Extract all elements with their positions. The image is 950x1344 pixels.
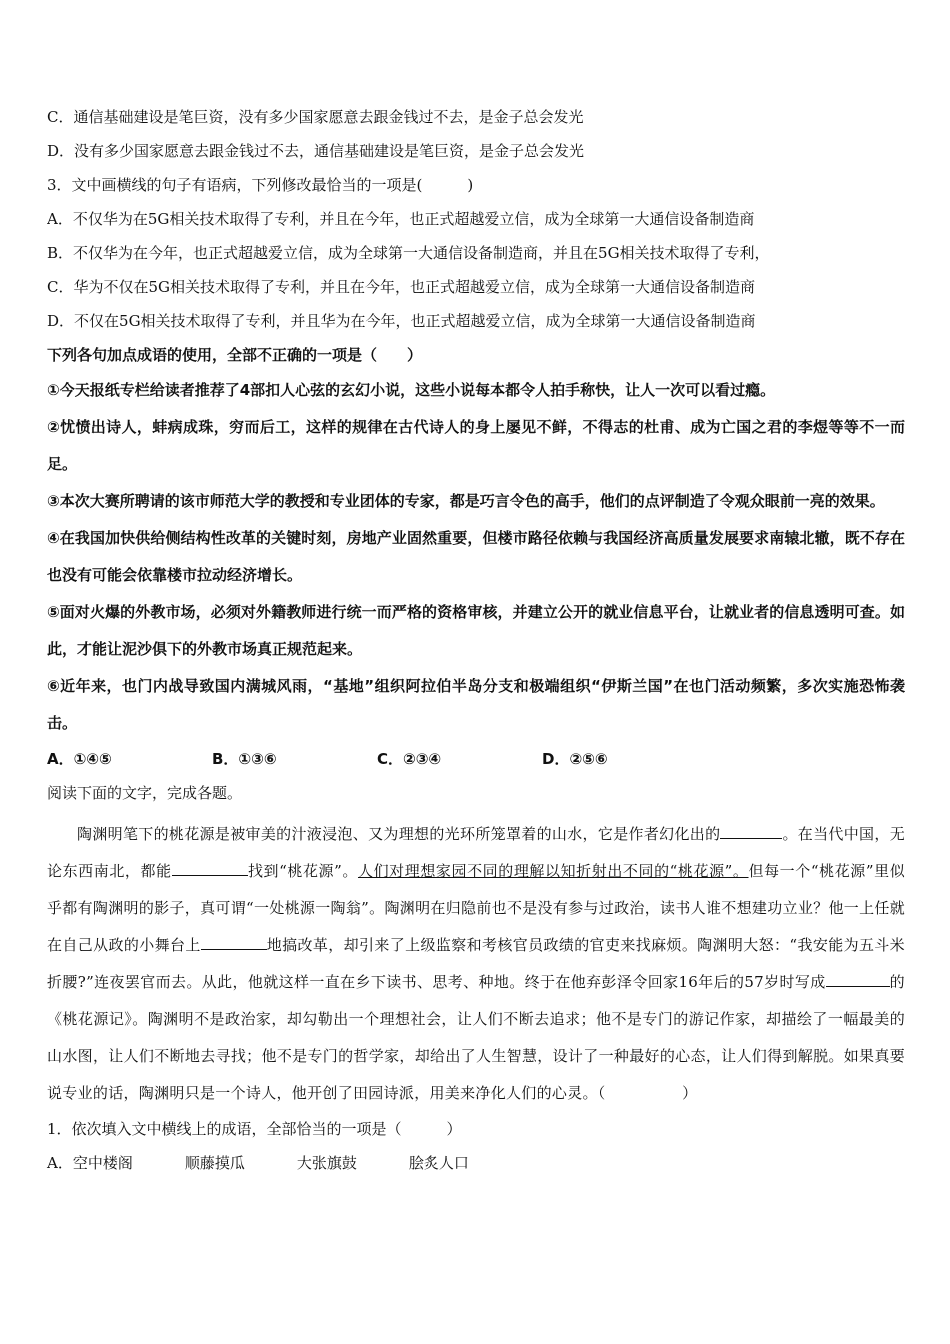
idiom-question-stem: 下列各句加点成语的使用，全部不正确的一项是（ ） <box>47 346 423 364</box>
passage-blank-1 <box>720 822 782 839</box>
q3-option-c: C．华为不仅在5G相关技术取得了专利，并且在今年，也正式超越爱立信，成为全球第一大通信设备制造商 <box>47 278 756 296</box>
passage-part-4: 但每一个“桃花源”里似乎都有陶渊明的影子，真可谓“一处桃源一陶翁”。陶渊明在归隐前也不是没有参与过政治，读书人谁不想建功立业？他一上任就在自己从政的小舞台上 <box>47 862 905 954</box>
q1-a-item-2: 顺藤摸瓜 <box>184 1154 245 1172</box>
idiom-choice-b: B．①③⑥ <box>212 750 277 768</box>
idiom-choice-d: D．②⑤⑥ <box>542 750 608 768</box>
q2-option-c: C．通信基础建设是笔巨资，没有多少国家愿意去跟金钱过不去，是金子总会发光 <box>47 108 584 126</box>
idiom-sentence-6: ⑥近年来，也门内战导致国内满城风雨，“基地”组织阿拉伯半岛分支和极端组织“伊斯兰国”在也门活动频繁，多次实施恐怖袭击。 <box>47 677 905 732</box>
q3-stem: 3．文中画横线的句子有语病，下列修改最恰当的一项是( ) <box>47 176 474 194</box>
passage-blank-4 <box>826 970 890 987</box>
idiom-sentence-5: ⑤面对火爆的外教市场，必须对外籍教师进行统一而严格的资格审核，并建立公开的就业信息平台，让就业者的信息透明可查。如此，才能让泥沙俱下的外教市场真正规范起来。 <box>47 603 905 658</box>
passage-blank-3 <box>201 933 267 950</box>
q1-a-item-3: 大张旗鼓 <box>296 1154 357 1172</box>
underlined-sentence: 人们对理想家园不同的理解以知折射出不同的“桃花源”。 <box>357 862 749 880</box>
passage-part-3: 找到“桃花源”。 <box>247 862 358 880</box>
idiom-choice-a: A．①④⑤ <box>47 750 112 768</box>
idiom-sentence-2: ②忧愤出诗人，蚌病成珠，穷而后工，这样的规律在古代诗人的身上屡见不鲜，不得志的杜甫、成为亡国之君的李煜等等不一而足。 <box>47 418 905 473</box>
passage-part-5: 地搞改革，却引来了上级监察和考核官员政绩的官吏来找麻烦。陶渊明大怒：“我安能为五斗米折腰?”连夜罢官而去。从此，他就这样一直在乡下读书、思考、种地。终于在他弃彭泽令回家16年后的57岁时写成 <box>47 936 905 991</box>
q1-a-item-4: 脍炙人口 <box>408 1154 469 1172</box>
q2-option-d: D．没有多少国家愿意去跟金钱过不去，通信基础建设是笔巨资，是金子总会发光 <box>47 142 585 160</box>
q1-a-label: A．空中楼阁 <box>47 1154 133 1172</box>
q3-option-b: B．不仅华为在今年，也正式超越爱立信，成为全球第一大通信设备制造商，并且在5G相关技术取得了专利， <box>47 244 770 262</box>
passage-part-6: 的《桃花源记》。陶渊明不是政治家，却勾勒出一个理想社会，让人们不断去追求；他不是专门的游记作家，却描绘了一幅最美的山水图，让人们不断地去寻找；他不是专门的哲学家，却给出了人生智慧，设计了一种最好的心态，让人们得到解脱。如果真要说专业的话，陶渊明只是一个诗人，他开创了田园诗派，用美来净化人们的心灵。（ ） <box>47 973 905 1102</box>
idiom-choices <box>47 742 905 776</box>
passage-blank-2 <box>172 859 248 876</box>
document-page <box>47 100 905 1180</box>
idiom-sentence-3: ③本次大赛所聘请的该市师范大学的教授和专业团体的专家，都是巧言令色的高手，他们的点评制造了令观众眼前一亮的效果。 <box>47 492 885 510</box>
q3-option-d: D．不仅在5G相关技术取得了专利，并且华为在今年，也正式超越爱立信，成为全球第一大通信设备制造商 <box>47 312 756 330</box>
q3-option-a: A．不仅华为在5G相关技术取得了专利，并且在今年，也正式超越爱立信，成为全球第一大通信设备制造商 <box>47 210 755 228</box>
idiom-choice-c: C．②③④ <box>377 750 442 768</box>
passage-part-1: 陶渊明笔下的桃花源是被审美的汁液浸泡、又为理想的光环所笼罩着的山水，它是作者幻化出的 <box>77 825 721 843</box>
reading-q1-stem: 1．依次填入文中横线上的成语，全部恰当的一项是（ ） <box>47 1120 462 1138</box>
reading-q1-option-a <box>47 1146 905 1180</box>
idiom-sentence-4: ④在我国加快供给侧结构性改革的关键时刻，房地产业固然重要，但楼市路径依赖与我国经济高质量发展要求南辕北辙，既不存在也没有可能会依靠楼市拉动经济增长。 <box>47 529 905 584</box>
passage-part-2: 。在当代中国，无论东西南北，都能 <box>47 825 905 880</box>
reading-intro: 阅读下面的文字，完成各题。 <box>47 784 243 802</box>
idiom-sentence-1: ①今天报纸专栏给读者推荐了4部扣人心弦的玄幻小说，这些小说每本都令人拍手称快，让人一次可以看过瘾。 <box>47 381 776 399</box>
reading-passage <box>47 816 905 1112</box>
